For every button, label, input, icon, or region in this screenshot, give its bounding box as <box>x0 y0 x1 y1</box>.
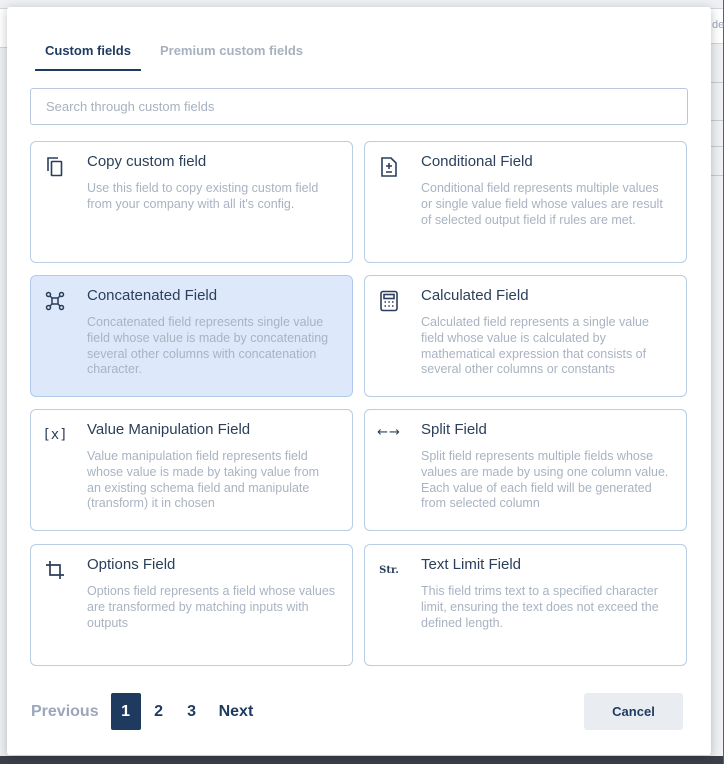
page-3-button[interactable]: 3 <box>187 702 197 720</box>
card-calculated-field[interactable] <box>364 275 687 397</box>
cancel-button[interactable]: Cancel <box>584 693 683 730</box>
card-title: Value Manipulation Field <box>87 421 251 438</box>
copy-icon <box>44 156 66 178</box>
card-description: Split field represents multiple fields whose values are made by using one column value. Each value of each field will be generated from selected column <box>421 449 669 511</box>
background-divider <box>711 120 723 121</box>
card-description: Options field represents a field whose values are transformed by matching inputs with outputs <box>87 584 336 630</box>
card-description: Value manipulation field represents field whose value is made by taking value from an existing schema field and manipulate (transform) it in chosen <box>87 449 320 511</box>
concatenate-nodes-icon <box>44 290 66 312</box>
card-description: This field trims text to a specified character limit, ensuring the text does not exceed the defined length. <box>421 584 659 630</box>
next-page-button[interactable]: Next <box>218 702 254 720</box>
card-description: Use this field to copy existing custom field from your company with all it's config. <box>87 181 319 211</box>
background-field <box>709 8 723 44</box>
card-description: Calculated field represents a single value field whose value is calculated by mathematical expression that consists of several other columns or constants <box>421 315 649 377</box>
background-divider <box>711 175 723 176</box>
card-title: Copy custom field <box>87 153 207 170</box>
calculator-icon <box>378 290 400 312</box>
tab-bar <box>35 37 313 71</box>
custom-fields-modal <box>7 7 711 755</box>
conditional-document-icon <box>378 156 400 178</box>
crop-icon <box>44 559 66 581</box>
search-input[interactable] <box>30 88 688 125</box>
background-field-text: de <box>712 19 724 31</box>
variable-icon: [x] <box>42 427 68 443</box>
split-arrows-icon: ←→ <box>377 424 401 440</box>
background-divider <box>711 82 723 83</box>
card-title: Concatenated Field <box>87 287 218 304</box>
background-footer <box>0 756 723 764</box>
page-1-button[interactable]: 1 <box>111 693 141 730</box>
card-value-manipulation-field[interactable] <box>30 409 353 531</box>
card-description: Conditional field represents multiple values or single value field whose values are result of selected output field if rules are met. <box>421 181 663 227</box>
previous-page-button[interactable]: Previous <box>31 702 99 720</box>
text-limit-icon: Str. <box>379 564 399 576</box>
card-title: Text Limit Field <box>421 556 522 573</box>
page-2-button[interactable]: 2 <box>154 702 164 720</box>
card-text-limit-field[interactable] <box>364 544 687 666</box>
card-split-field[interactable] <box>364 409 687 531</box>
card-title: Options Field <box>87 556 176 573</box>
card-copy-custom-field[interactable] <box>30 141 353 263</box>
card-conditional-field[interactable] <box>364 141 687 263</box>
background-divider <box>711 146 723 147</box>
tab-premium-custom-fields[interactable]: Premium custom fields <box>159 43 304 58</box>
pagination <box>31 693 253 730</box>
card-concatenated-field[interactable] <box>30 275 353 397</box>
card-title: Split Field <box>421 421 487 438</box>
card-title: Conditional Field <box>421 153 533 170</box>
card-options-field[interactable] <box>30 544 353 666</box>
card-description: Concatenated field represents single value field whose value is made by concatenating several other columns with concatenation character. <box>87 315 329 377</box>
tab-custom-fields[interactable]: Custom fields <box>35 37 141 71</box>
card-title: Calculated Field <box>421 287 529 304</box>
